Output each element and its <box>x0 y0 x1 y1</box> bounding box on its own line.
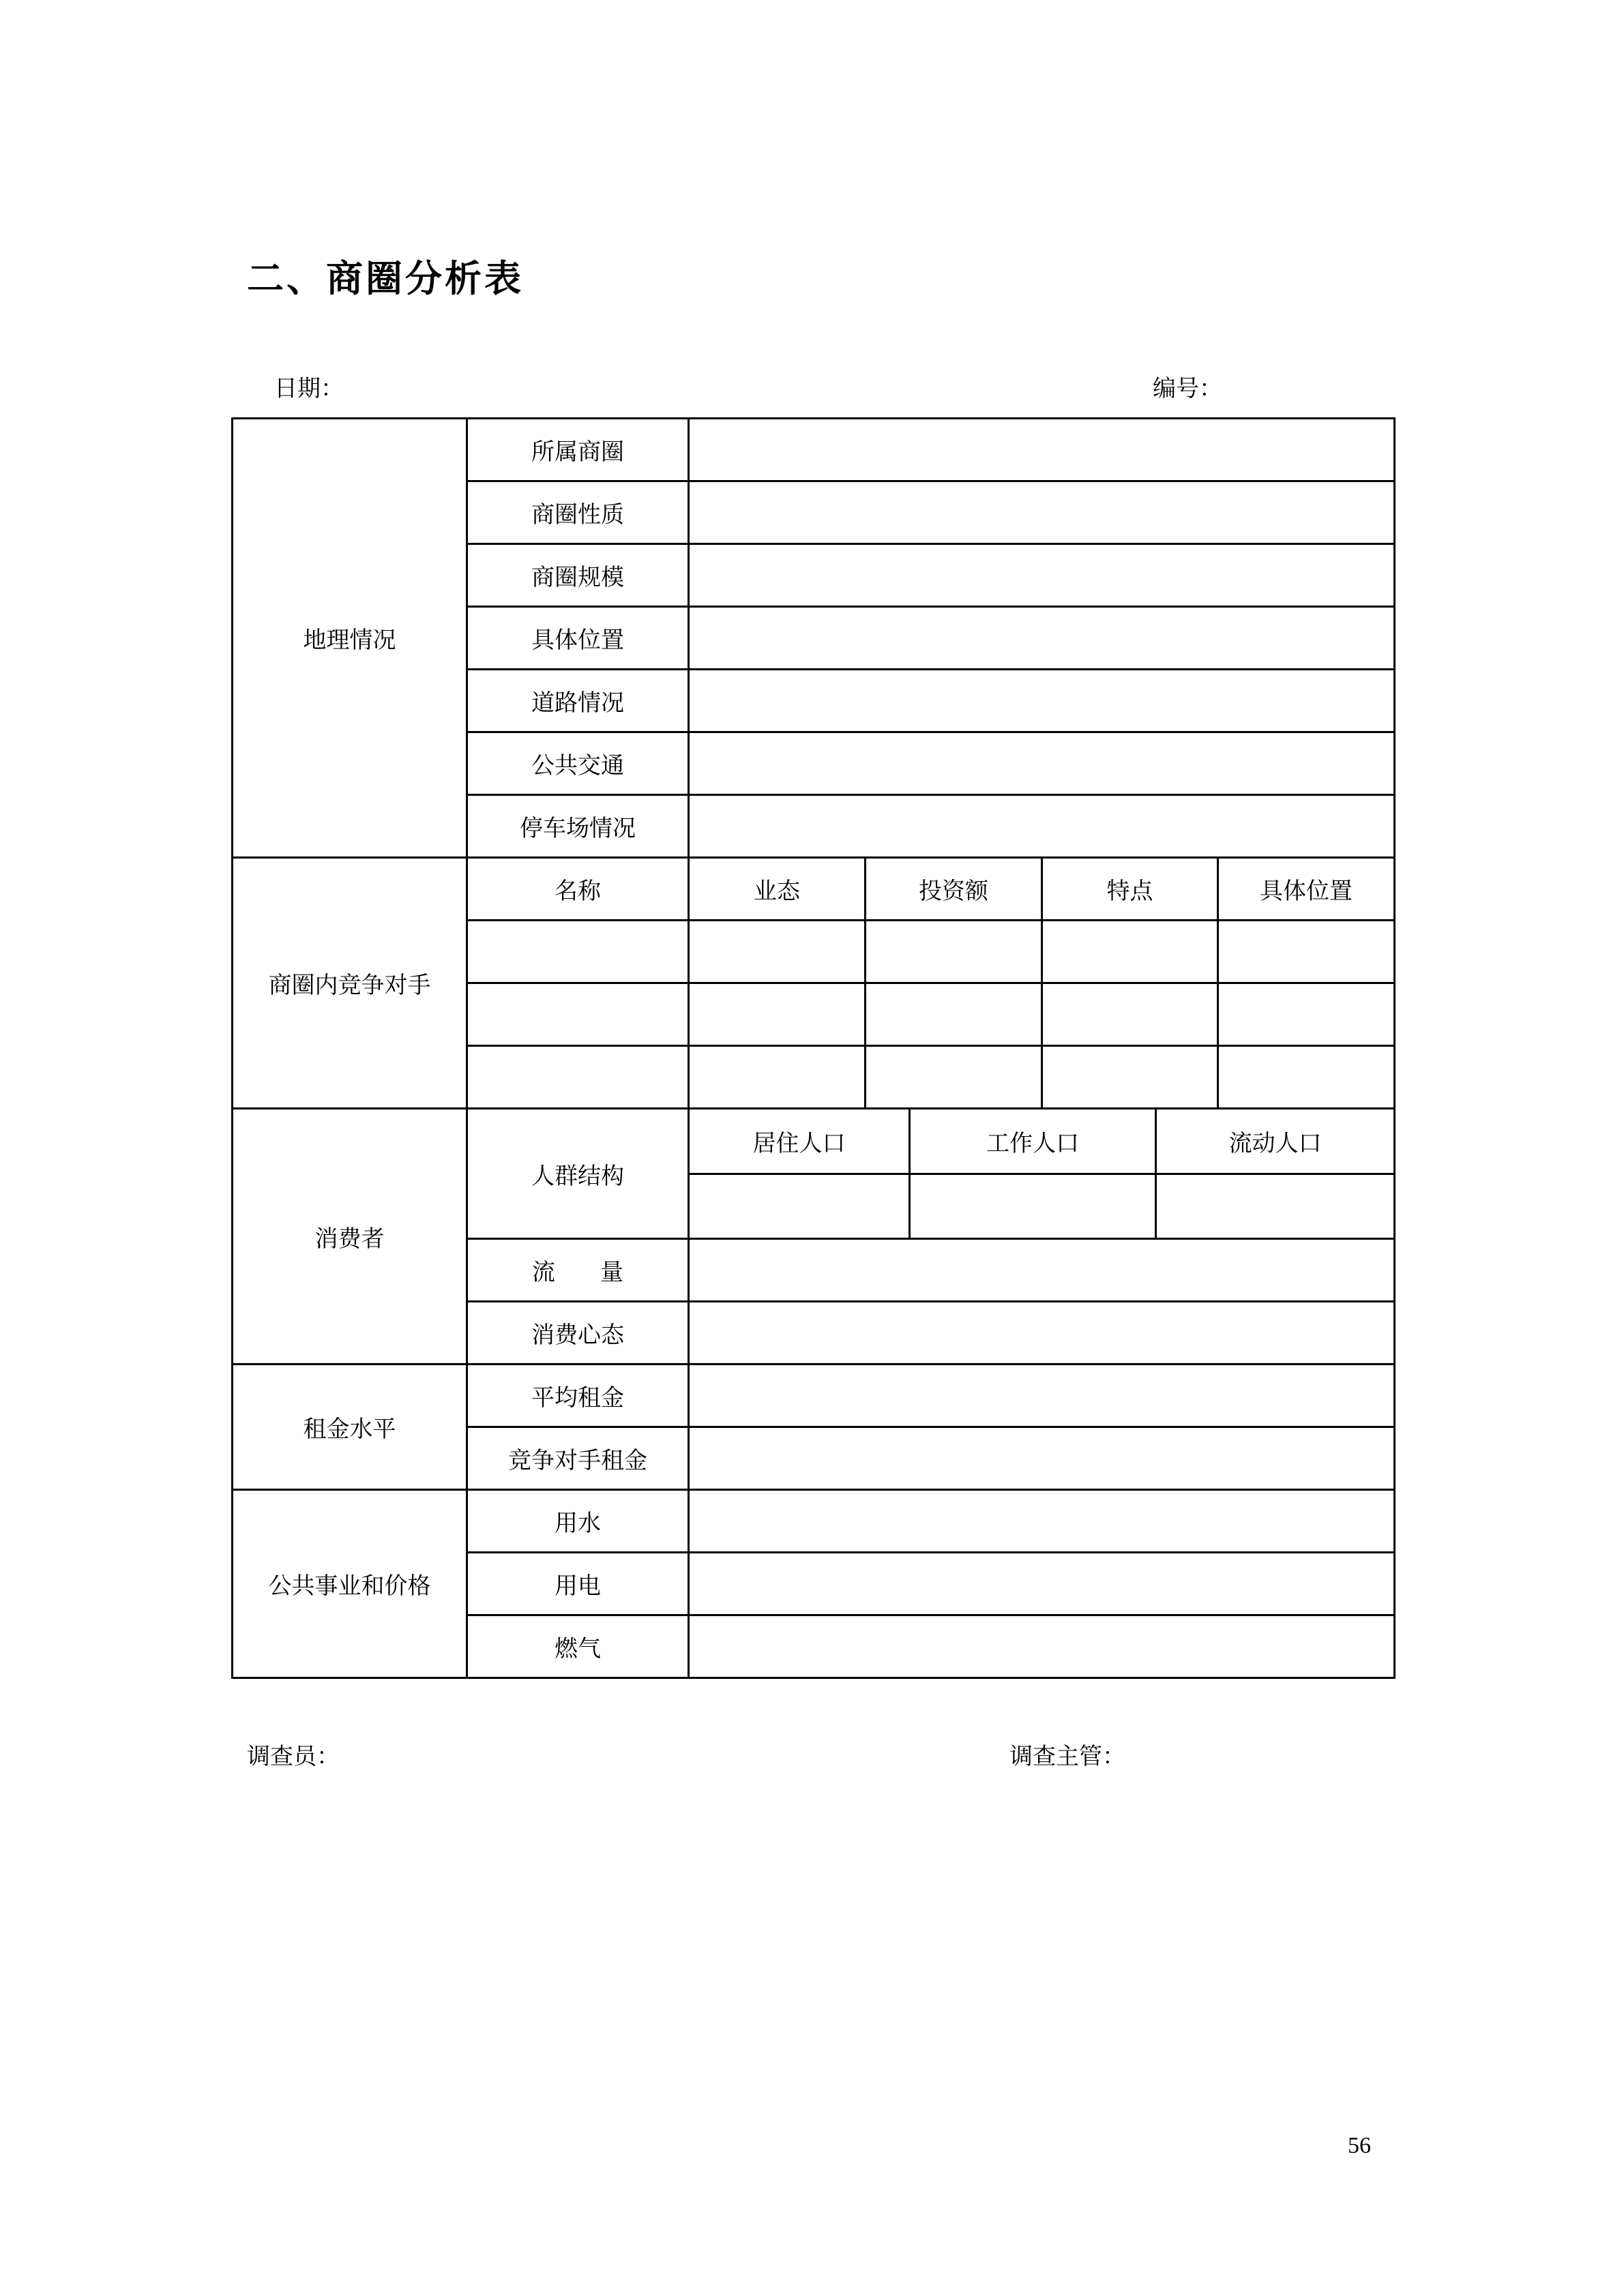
input-cell[interactable] <box>689 983 866 1046</box>
input-cell[interactable] <box>467 921 689 983</box>
input-cell[interactable] <box>689 1239 1395 1302</box>
input-cell[interactable] <box>689 419 1395 481</box>
section-utilities: 公共事业和价格 <box>233 1490 467 1678</box>
input-cell[interactable] <box>689 670 1395 732</box>
surveyor-label: 调查员： <box>247 1743 340 1770</box>
section-rent: 租金水平 <box>233 1365 467 1490</box>
input-cell[interactable] <box>689 1427 1395 1490</box>
column-header: 具体位置 <box>1218 858 1395 921</box>
input-cell[interactable] <box>689 921 866 983</box>
row-label: 消费心态 <box>467 1302 689 1365</box>
column-header: 居住人口 <box>690 1109 910 1174</box>
column-header: 工作人口 <box>910 1109 1156 1174</box>
column-header: 名称 <box>467 858 689 921</box>
row-label: 商圈性质 <box>467 481 689 544</box>
column-header: 业态 <box>689 858 866 921</box>
row-label-population: 人群结构 <box>467 1109 689 1239</box>
row-label: 道路情况 <box>467 670 689 732</box>
row-label: 竞争对手租金 <box>467 1427 689 1490</box>
input-cell[interactable] <box>689 1553 1395 1615</box>
flow-label-part: 流 <box>532 1259 555 1286</box>
input-cell[interactable] <box>689 1302 1395 1365</box>
row-label: 商圈规模 <box>467 544 689 607</box>
input-cell[interactable] <box>689 1490 1395 1553</box>
column-header: 特点 <box>1042 858 1218 921</box>
input-cell[interactable] <box>689 1615 1395 1678</box>
flow-label-part: 量 <box>600 1259 623 1286</box>
input-cell[interactable] <box>1042 921 1218 983</box>
row-label-flow <box>467 1239 689 1302</box>
input-cell[interactable] <box>1218 921 1395 983</box>
input-cell[interactable] <box>1218 1046 1395 1109</box>
input-cell[interactable] <box>866 1046 1042 1109</box>
column-header: 流动人口 <box>1156 1109 1393 1174</box>
input-cell[interactable] <box>1042 1046 1218 1109</box>
input-cell[interactable] <box>1218 983 1395 1046</box>
row-label: 具体位置 <box>467 607 689 670</box>
input-cell[interactable] <box>690 1174 910 1238</box>
input-cell[interactable] <box>689 795 1395 858</box>
section-competitors: 商圈内竞争对手 <box>233 858 467 1109</box>
population-subtable <box>690 1109 1393 1238</box>
section-geography: 地理情况 <box>233 419 467 858</box>
input-cell[interactable] <box>866 983 1042 1046</box>
input-cell[interactable] <box>689 732 1395 795</box>
page-title: 二、商圈分析表 <box>247 257 524 300</box>
row-label: 用水 <box>467 1490 689 1553</box>
code-label: 编号： <box>1153 375 1222 402</box>
page-number: 56 <box>1348 2133 1371 2158</box>
input-cell[interactable] <box>1042 983 1218 1046</box>
input-cell[interactable] <box>910 1174 1156 1238</box>
input-cell[interactable] <box>866 921 1042 983</box>
input-cell[interactable] <box>689 607 1395 670</box>
section-consumers: 消费者 <box>233 1109 467 1365</box>
input-cell[interactable] <box>689 1046 866 1109</box>
row-label: 燃气 <box>467 1615 689 1678</box>
input-cell[interactable] <box>1156 1174 1393 1238</box>
input-cell[interactable] <box>689 481 1395 544</box>
row-label: 公共交通 <box>467 732 689 795</box>
row-label: 停车场情况 <box>467 795 689 858</box>
input-cell[interactable] <box>467 983 689 1046</box>
date-label: 日期： <box>274 375 344 402</box>
trade-area-analysis-table <box>231 417 1396 1679</box>
column-header: 投资额 <box>866 858 1042 921</box>
row-label: 平均租金 <box>467 1365 689 1427</box>
row-label: 所属商圈 <box>467 419 689 481</box>
input-cell[interactable] <box>689 1365 1395 1427</box>
supervisor-label: 调查主管： <box>1009 1743 1125 1770</box>
input-cell[interactable] <box>467 1046 689 1109</box>
population-subtable-cell <box>689 1109 1395 1239</box>
row-label: 用电 <box>467 1553 689 1615</box>
input-cell[interactable] <box>689 544 1395 607</box>
